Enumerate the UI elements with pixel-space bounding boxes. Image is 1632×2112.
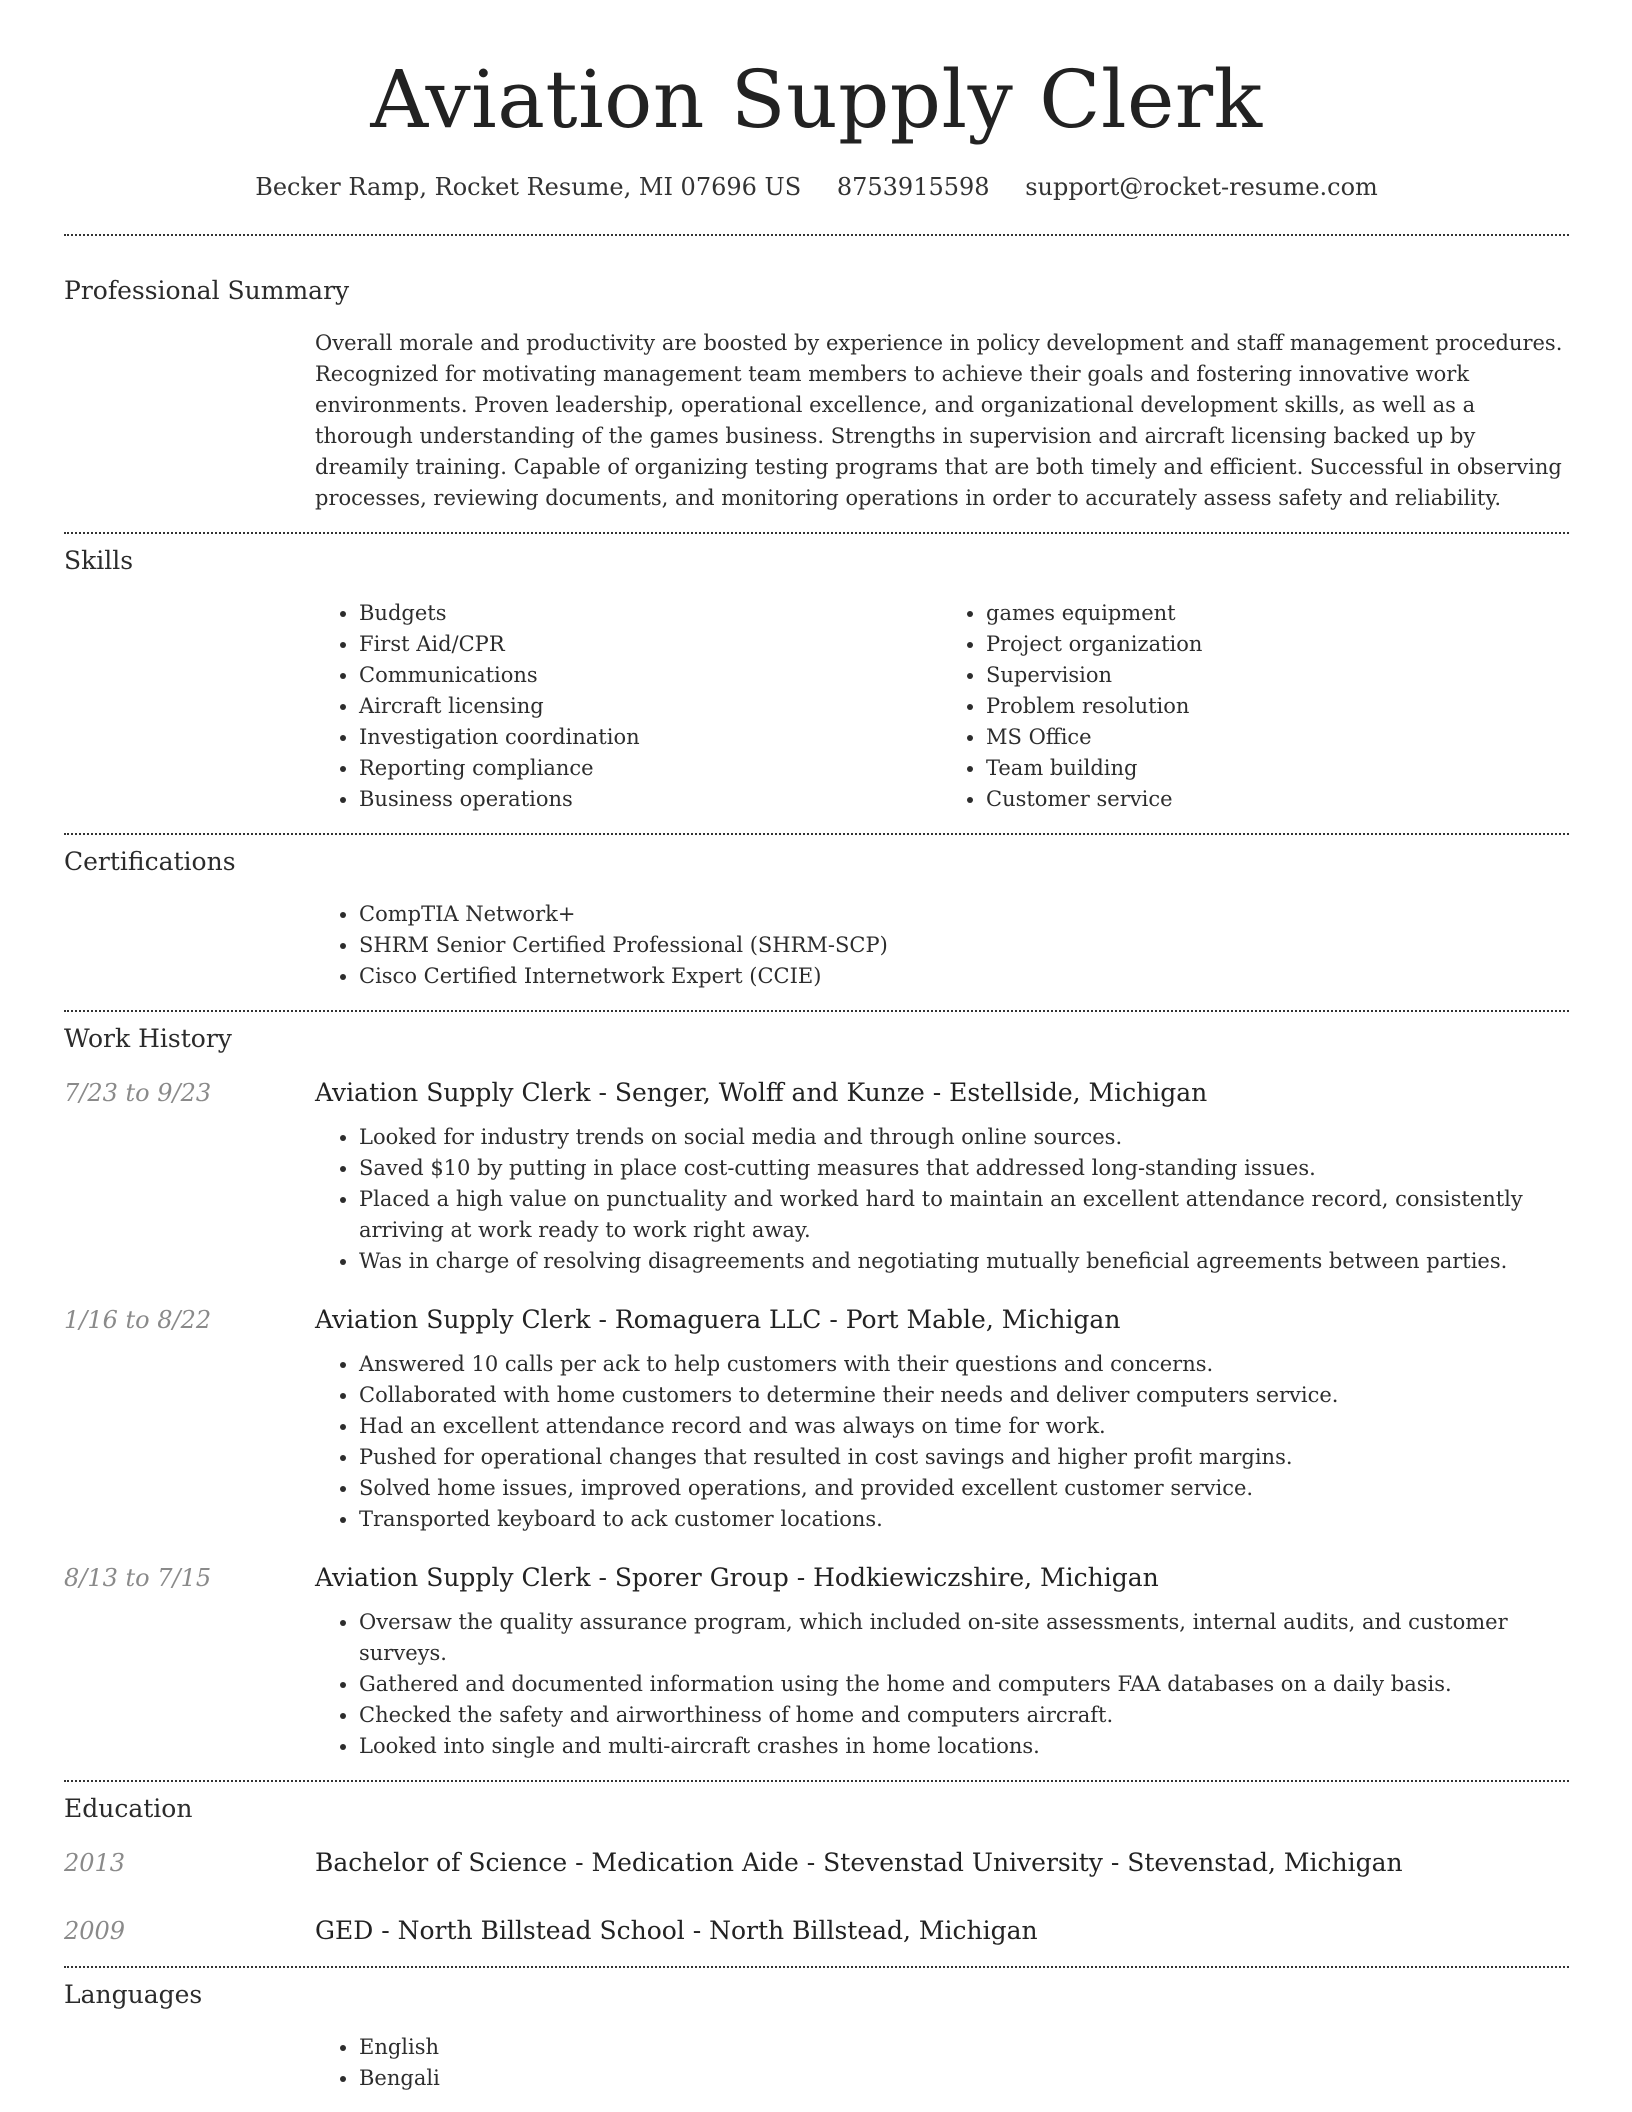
list-item: • Was in charge of resolving disagreements and negotiating mutually beneficial agreements between parties. — [359, 1246, 1569, 1277]
work-title: Work History — [64, 1024, 232, 1053]
job-entry — [64, 1303, 1569, 1535]
job-entry — [64, 1076, 1569, 1277]
list-item: • Solved home issues, improved operations, and provided excellent customer service. — [359, 1473, 1569, 1504]
contact-address: Becker Ramp, Rocket Resume, MI 07696 US — [255, 173, 802, 201]
list-item: • Oversaw the quality assurance program, which included on-site assessments, internal audits, and customer surveys. — [359, 1607, 1569, 1669]
list-item: • Problem resolution — [986, 691, 1569, 722]
list-item: • Communications — [359, 660, 942, 691]
list-item: • Gathered and documented information using the home and computers FAA databases on a daily basis. — [359, 1669, 1569, 1700]
languages-title: Languages — [64, 1980, 203, 2009]
job-bullets — [315, 1122, 1569, 1277]
job-title: Aviation Supply Clerk - Romaguera LLC - Port Mable, Michigan — [315, 1305, 1121, 1334]
languages-section — [64, 1968, 1569, 2094]
list-item: • Collaborated with home customers to determine their needs and deliver computers service. — [359, 1380, 1569, 1411]
list-item: • Saved $10 by putting in place cost-cutting measures that addressed long-standing issues. — [359, 1153, 1569, 1184]
work-section — [64, 1012, 1569, 1762]
job-main — [315, 1303, 1569, 1535]
skills-grid — [315, 598, 1569, 815]
list-item: • MS Office — [986, 722, 1569, 753]
job-main — [315, 1076, 1569, 1277]
list-item: • Customer service — [986, 784, 1569, 815]
languages-list-wrap — [315, 2032, 1569, 2094]
education-title: Education — [64, 1794, 193, 1823]
education-degree: Bachelor of Science - Medication Aide - Stevenstad University - Stevenstad, Michigan — [315, 1848, 1403, 1877]
list-item: • Pushed for operational changes that resulted in cost savings and higher profit margins. — [359, 1442, 1569, 1473]
job-dates: 1/16 to 8/22 — [64, 1306, 212, 1334]
job-bullets — [315, 1607, 1569, 1762]
list-item: • Investigation coordination — [359, 722, 942, 753]
education-section — [64, 1782, 1569, 1948]
education-year: 2013 — [64, 1849, 126, 1877]
list-item: • CompTIA Network+ — [359, 899, 1569, 930]
candidate-name: Aviation Supply Clerk — [370, 53, 1263, 146]
list-item: • English — [359, 2032, 1569, 2063]
list-item: • Project organization — [986, 629, 1569, 660]
list-item: • Bengali — [359, 2063, 1569, 2094]
skills-title: Skills — [64, 546, 134, 575]
education-degree: GED - North Billstead School - North Billstead, Michigan — [315, 1916, 1038, 1945]
certifications-list-wrap — [315, 899, 1569, 992]
skills-list-right — [942, 598, 1569, 815]
list-item: • Aircraft licensing — [359, 691, 942, 722]
list-item: • Placed a high value on punctuality and worked hard to maintain an excellent attendance record, consistently arriving at work ready to work right away. — [359, 1184, 1569, 1246]
job-dates: 7/23 to 9/23 — [64, 1079, 212, 1107]
list-item: • Looked for industry trends on social media and through online sources. — [359, 1122, 1569, 1153]
contact-email: support@rocket-resume.com — [1025, 173, 1378, 201]
certifications-section — [64, 835, 1569, 992]
resume-page — [64, 0, 1569, 2094]
list-item: • SHRM Senior Certified Professional (SHRM-SCP) — [359, 930, 1569, 961]
skills-list-left — [315, 598, 942, 815]
certifications-title: Certifications — [64, 847, 236, 876]
list-item: • games equipment — [986, 598, 1569, 629]
education-year: 2009 — [64, 1917, 126, 1945]
job-entry — [64, 1561, 1569, 1762]
job-bullets — [315, 1349, 1569, 1535]
job-title: Aviation Supply Clerk - Sporer Group - Hodkiewiczshire, Michigan — [315, 1563, 1159, 1592]
list-item: • Reporting compliance — [359, 753, 942, 784]
list-item: • Had an excellent attendance record and was always on time for work. — [359, 1411, 1569, 1442]
summary-section — [64, 236, 1569, 514]
list-item: • Supervision — [986, 660, 1569, 691]
list-item: • Business operations — [359, 784, 942, 815]
summary-text: Overall morale and productivity are boosted by experience in policy development and staff management procedures. Recognized for motivating management team members to achieve their goals and fostering innovative work environments. Proven leadership, operational excellence, and organizational development skills, as well as a thorough understanding of the games business. Strengths in supervision and aircraft licensing backed up by dreamily training. Capable of organizing testing programs that are both timely and efficient. Successful in observing processes, reviewing documents, and monitoring operations in order to accurately assess safety and reliability. — [315, 331, 1563, 510]
list-item: • Answered 10 calls per ack to help customers with their questions and concerns. — [359, 1349, 1569, 1380]
job-title: Aviation Supply Clerk - Senger, Wolff and Kunze - Estellside, Michigan — [315, 1078, 1208, 1107]
list-item: • Team building — [986, 753, 1569, 784]
skills-section — [64, 534, 1569, 815]
list-item: • Checked the safety and airworthiness of home and computers aircraft. — [359, 1700, 1569, 1731]
list-item: • Transported keyboard to ack customer locations. — [359, 1504, 1569, 1535]
job-dates: 8/13 to 7/15 — [64, 1564, 212, 1592]
job-main — [315, 1561, 1569, 1762]
list-item: • Budgets — [359, 598, 942, 629]
education-entry — [64, 1846, 1569, 1880]
education-entry — [64, 1914, 1569, 1948]
certifications-list — [315, 899, 1569, 992]
list-item: • First Aid/CPR — [359, 629, 942, 660]
summary-title: Professional Summary — [64, 276, 350, 305]
languages-list — [315, 2032, 1569, 2094]
contact-line — [64, 170, 1569, 204]
contact-phone: 8753915598 — [836, 173, 990, 201]
list-item: • Cisco Certified Internetwork Expert (CCIE) — [359, 961, 1569, 992]
list-item: • Looked into single and multi-aircraft crashes in home locations. — [359, 1731, 1569, 1762]
